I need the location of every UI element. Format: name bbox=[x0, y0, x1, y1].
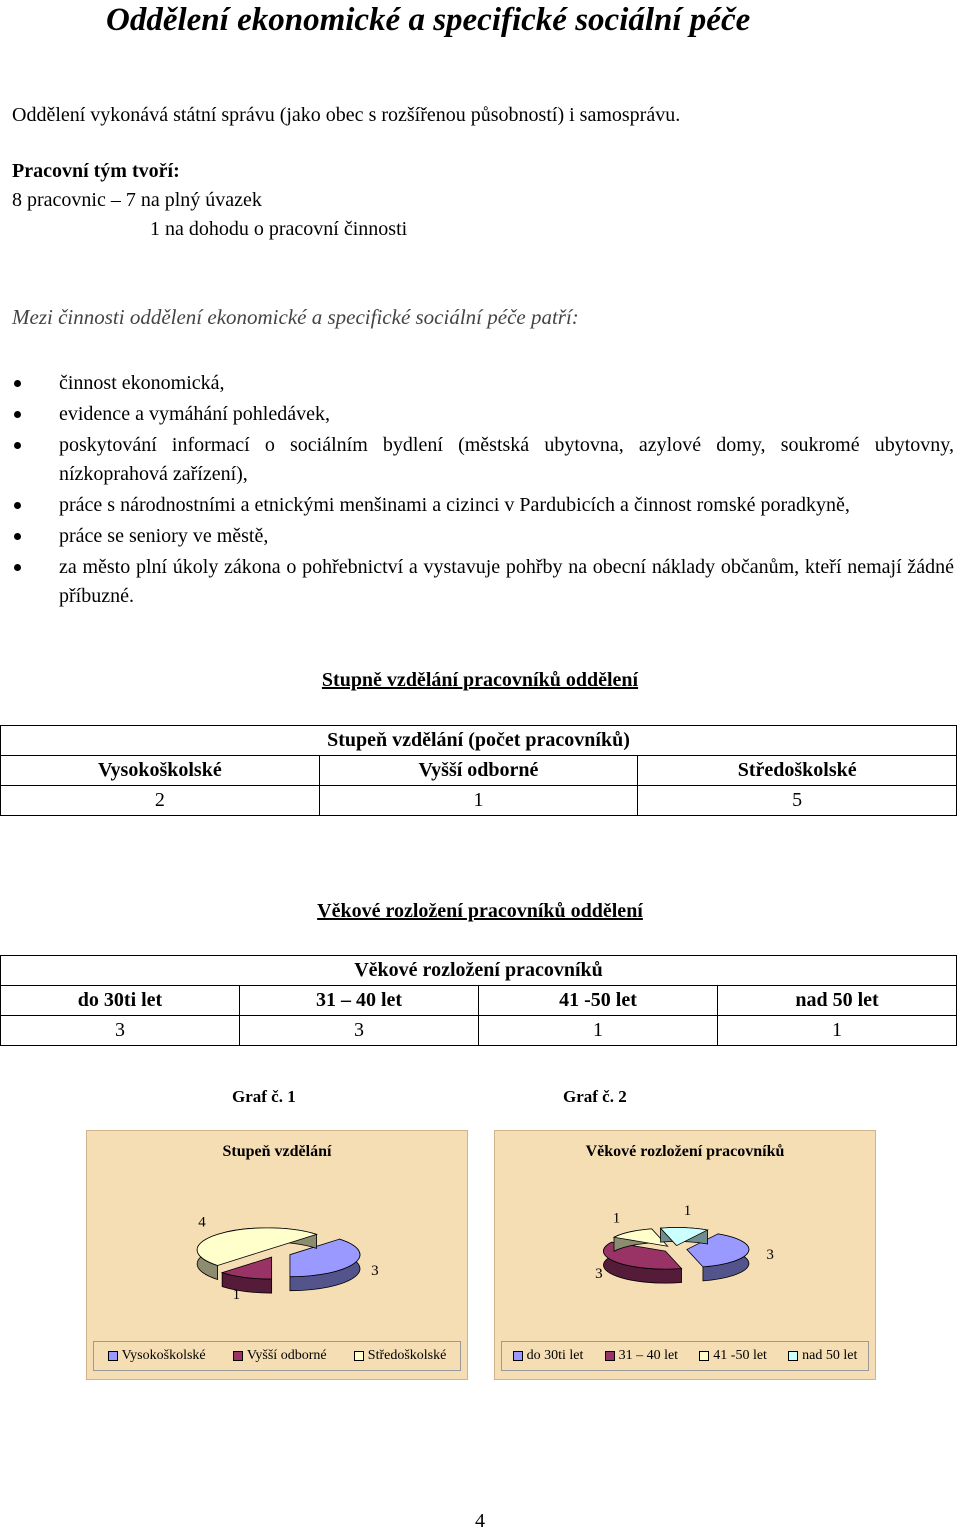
bullet-icon bbox=[14, 502, 21, 509]
table-cell: 1 bbox=[319, 786, 638, 816]
activities-list bbox=[12, 369, 954, 613]
legend-item: do 30ti let bbox=[513, 1348, 584, 1364]
list-item: za město plní úkoly zákona o pohřebnictví a vystavuje pohřby na obecní náklady občanům, kteří nemají žádné příbuzné. bbox=[12, 553, 954, 611]
legend-item: Středoškolské bbox=[354, 1348, 447, 1364]
list-item: poskytování informací o sociálním bydlení (městská ubytovna, azylové domy, soukromé ubytovny, nízkoprahová zařízení), bbox=[12, 431, 954, 489]
age-caption: Věkové rozložení pracovníků oddělení bbox=[317, 900, 643, 922]
legend-item: 31 – 40 let bbox=[605, 1348, 679, 1364]
legend-swatch-icon bbox=[354, 1351, 364, 1361]
pie-data-label: 3 bbox=[595, 1266, 603, 1283]
pie-data-label: 1 bbox=[683, 1202, 692, 1219]
age-table bbox=[0, 955, 957, 1046]
education-pie-svg bbox=[87, 1131, 469, 1341]
legend-item: 41 -50 let bbox=[699, 1348, 767, 1364]
team-line-1: 8 pracovnic – 7 na plný úvazek bbox=[12, 189, 262, 211]
education-table-title: Stupeň vzdělání (počet pracovníků) bbox=[1, 726, 957, 756]
chart-title: Stupeň vzdělání bbox=[222, 1143, 332, 1160]
education-caption: Stupně vzdělání pracovníků oddělení bbox=[321, 669, 639, 691]
pie-slice bbox=[661, 1228, 708, 1246]
pie-slice bbox=[290, 1239, 360, 1291]
chart-title: Věkové rozložení pracovníků bbox=[585, 1143, 785, 1160]
table-header: Vysokoškolské bbox=[1, 756, 320, 786]
table-header: Vyšší odborné bbox=[319, 756, 638, 786]
legend-swatch-icon bbox=[233, 1351, 243, 1361]
pie-data-label: 4 bbox=[198, 1214, 206, 1231]
pie-data-label: 3 bbox=[766, 1247, 774, 1264]
list-item: práce se seniory ve městě, bbox=[12, 522, 954, 551]
table-header: nad 50 let bbox=[718, 986, 957, 1016]
legend-swatch-icon bbox=[605, 1351, 615, 1361]
bullet-icon bbox=[14, 564, 21, 571]
bullet-icon bbox=[14, 411, 21, 418]
list-item: práce s národnostními a etnickými menšinami a cizinci v Pardubicích a činnost romské poradkyně, bbox=[12, 491, 954, 520]
bullet-icon bbox=[14, 442, 21, 449]
activities-heading: Mezi činnosti oddělení ekonomické a specifické sociální péče patří: bbox=[12, 305, 579, 329]
table-header: do 30ti let bbox=[1, 986, 240, 1016]
pie-data-label: 1 bbox=[612, 1210, 621, 1227]
age-pie-chart bbox=[494, 1130, 876, 1380]
legend-swatch-icon bbox=[513, 1351, 523, 1361]
pie-slice bbox=[222, 1257, 271, 1293]
legend-item: Vyšší odborné bbox=[233, 1348, 327, 1364]
age-table-title: Věkové rozložení pracovníků bbox=[1, 956, 957, 986]
page-title: Oddělení ekonomické a specifické sociální péče bbox=[106, 2, 751, 38]
team-heading: Pracovní tým tvoří: bbox=[12, 160, 180, 182]
legend-item: nad 50 let bbox=[788, 1348, 857, 1364]
list-item: evidence a vymáhání pohledávek, bbox=[12, 400, 954, 429]
pie-data-label: 3 bbox=[371, 1262, 379, 1279]
table-header: 31 – 40 let bbox=[240, 986, 479, 1016]
pie-data-label: 1 bbox=[232, 1287, 241, 1304]
chart-legend bbox=[501, 1341, 869, 1371]
table-cell: 2 bbox=[1, 786, 320, 816]
intro-paragraph: Oddělení vykonává státní správu (jako obec s rozšířenou působností) i samosprávu. bbox=[12, 104, 681, 126]
table-header: Středoškolské bbox=[638, 756, 957, 786]
page-number: 4 bbox=[475, 1510, 485, 1532]
education-pie-chart bbox=[86, 1130, 468, 1380]
legend-swatch-icon bbox=[788, 1351, 798, 1361]
table-cell: 3 bbox=[240, 1016, 479, 1046]
legend-swatch-icon bbox=[108, 1351, 118, 1361]
age-pie-svg bbox=[495, 1131, 877, 1341]
legend-item: Vysokoškolské bbox=[108, 1348, 206, 1364]
table-cell: 1 bbox=[718, 1016, 957, 1046]
graf-1-label: Graf č. 1 bbox=[232, 1087, 296, 1106]
table-cell: 5 bbox=[638, 786, 957, 816]
table-cell: 3 bbox=[1, 1016, 240, 1046]
chart-legend bbox=[93, 1341, 461, 1371]
team-line-2: 1 na dohodu o pracovní činnosti bbox=[150, 218, 408, 240]
education-table bbox=[0, 725, 957, 816]
bullet-icon bbox=[14, 380, 21, 387]
bullet-icon bbox=[14, 533, 21, 540]
list-item: činnost ekonomická, bbox=[12, 369, 954, 398]
graf-2-label: Graf č. 2 bbox=[563, 1087, 627, 1106]
table-cell: 1 bbox=[479, 1016, 718, 1046]
table-header: 41 -50 let bbox=[479, 986, 718, 1016]
legend-swatch-icon bbox=[699, 1351, 709, 1361]
